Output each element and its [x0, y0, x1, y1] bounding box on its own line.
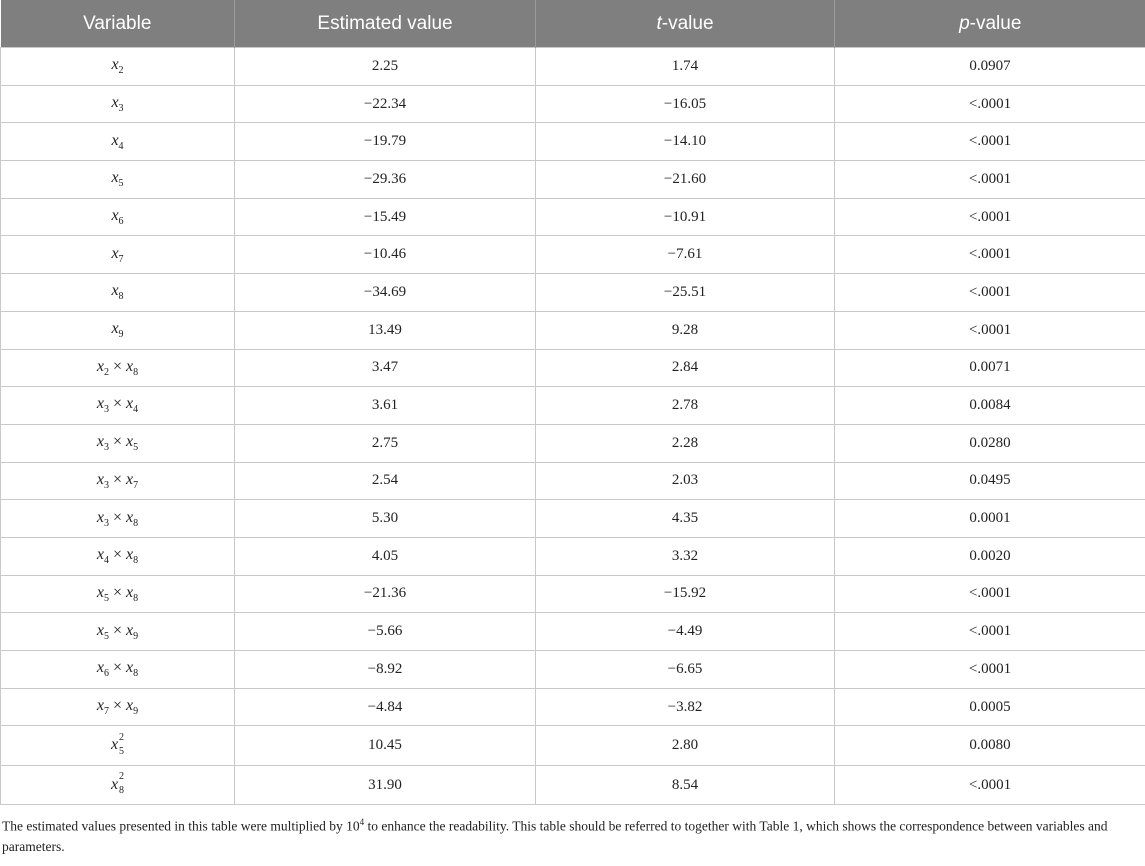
variable-symbol: x: [126, 659, 134, 677]
times-operator: ×: [112, 470, 123, 488]
cell-t-value: −16.05: [536, 85, 835, 123]
header-t-value: [536, 0, 835, 48]
cell-p-value: <.0001: [835, 123, 1145, 161]
table-row: [1, 726, 1145, 766]
cell-p-value: <.0001: [835, 161, 1145, 199]
variable-subscript: 5: [133, 442, 139, 454]
variable-expression: [111, 93, 124, 115]
cell-variable: [1, 613, 235, 651]
variable-expression: [111, 207, 124, 228]
variable-subscript: 2: [103, 366, 109, 378]
cell-p-value: 0.0020: [835, 537, 1145, 575]
table-row: [1, 537, 1145, 575]
cell-p-value: <.0001: [835, 651, 1145, 689]
cell-p-value: <.0001: [835, 575, 1145, 613]
cell-t-value: −14.10: [536, 123, 835, 161]
variable-subscript: 3: [103, 404, 109, 416]
cell-t-value: 2.28: [536, 424, 835, 462]
cell-estimated-value: 3.61: [235, 387, 536, 425]
variable-symbol: x: [126, 583, 134, 601]
cell-t-value: 2.78: [536, 387, 835, 425]
variable-expression: [110, 771, 125, 797]
cell-estimated-value: 2.25: [235, 48, 536, 86]
cell-variable: [1, 198, 235, 236]
cell-t-value: −6.65: [536, 651, 835, 689]
times-operator: ×: [112, 395, 123, 413]
cell-p-value: <.0001: [835, 236, 1145, 274]
cell-t-value: −21.60: [536, 161, 835, 199]
variable-symbol: x: [110, 736, 119, 754]
cell-estimated-value: 5.30: [235, 500, 536, 538]
variable-symbol: x: [96, 659, 104, 677]
cell-variable: [1, 726, 235, 766]
cell-t-value: −7.61: [536, 236, 835, 274]
cell-t-value: −15.92: [536, 575, 835, 613]
variable-symbol: x: [111, 131, 119, 149]
header-estimated-label: Estimated value: [317, 12, 453, 34]
table-row: [1, 387, 1145, 425]
variable-subscript: 6: [118, 216, 124, 228]
variable-expression: [111, 169, 124, 190]
cell-variable: [1, 48, 235, 86]
cell-variable: [1, 236, 235, 274]
cell-estimated-value: −8.92: [235, 651, 536, 689]
cell-p-value: 0.0071: [835, 349, 1145, 387]
cell-variable: [1, 387, 235, 425]
table-footnote: [0, 805, 1145, 857]
table-row: [1, 500, 1145, 538]
cell-variable: [1, 765, 235, 805]
cell-t-value: 4.35: [536, 500, 835, 538]
variable-symbol: x: [126, 395, 134, 413]
cell-variable: [1, 575, 235, 613]
variable-symbol: x: [96, 621, 104, 639]
table-row: [1, 198, 1145, 236]
variable-symbol: x: [111, 169, 119, 187]
times-operator: ×: [112, 696, 123, 714]
variable-symbol: x: [110, 775, 119, 793]
cell-variable: [1, 462, 235, 500]
variable-subscript: 3: [103, 442, 109, 454]
variable-scripts: [119, 771, 125, 797]
variable-symbol: x: [96, 470, 104, 488]
footnote-exponent: 4: [359, 817, 365, 828]
variable-subscript: 8: [133, 668, 139, 680]
cell-variable: [1, 274, 235, 312]
variable-subscript: 4: [103, 555, 109, 567]
cell-p-value: <.0001: [835, 274, 1145, 312]
cell-variable: [1, 311, 235, 349]
cell-p-value: <.0001: [835, 198, 1145, 236]
variable-expression: [96, 357, 139, 378]
variable-symbol: x: [96, 546, 104, 564]
cell-p-value: 0.0084: [835, 387, 1145, 425]
variable-symbol: x: [111, 56, 119, 74]
cell-estimated-value: 3.47: [235, 349, 536, 387]
header-t-symbol: t: [656, 12, 662, 34]
footnote-text-2: to enhance the readability. This table should be referred to together with Table 1, which shows the correspondence between variables and parameters.: [2, 818, 1108, 854]
variable-expression: [111, 244, 124, 265]
cell-t-value: −25.51: [536, 274, 835, 312]
variable-expression: [96, 470, 139, 491]
variable-symbol: x: [111, 207, 119, 224]
table-row: [1, 311, 1145, 349]
table-row: [1, 613, 1145, 651]
variable-subscript: 8: [118, 291, 124, 303]
header-row: [1, 0, 1145, 48]
cell-variable: [1, 161, 235, 199]
table-row: [1, 424, 1145, 462]
variable-symbol: x: [126, 546, 134, 564]
table-row: [1, 274, 1145, 312]
cell-estimated-value: 13.49: [235, 311, 536, 349]
variable-symbol: x: [126, 508, 134, 526]
variable-subscript: 9: [133, 630, 139, 642]
header-p-suffix: -value: [969, 12, 1022, 34]
variable-subscript: 2: [118, 65, 124, 77]
cell-estimated-value: −15.49: [235, 198, 536, 236]
variable-scripts: [119, 731, 125, 757]
variable-expression: [111, 131, 124, 152]
variable-expression: [111, 320, 124, 341]
table-row: [1, 48, 1145, 86]
cell-variable: [1, 688, 235, 726]
variable-expression: [110, 731, 125, 757]
cell-p-value: <.0001: [835, 311, 1145, 349]
variable-subscript: 8: [119, 785, 125, 797]
cell-estimated-value: −29.36: [235, 161, 536, 199]
table-row: [1, 575, 1145, 613]
cell-estimated-value: −22.34: [235, 85, 536, 123]
variable-symbol: x: [96, 357, 104, 375]
cell-estimated-value: 4.05: [235, 537, 536, 575]
header-estimated-value: [235, 0, 536, 48]
cell-t-value: −3.82: [536, 688, 835, 726]
variable-subscript: 3: [103, 517, 109, 529]
table-row: [1, 123, 1145, 161]
variable-expression: [96, 621, 139, 642]
variable-symbol: x: [96, 433, 104, 451]
variable-symbol: x: [96, 508, 104, 526]
variable-subscript: 5: [103, 593, 109, 605]
cell-p-value: 0.0280: [835, 424, 1145, 462]
cell-estimated-value: −5.66: [235, 613, 536, 651]
cell-p-value: 0.0005: [835, 688, 1145, 726]
header-p-value: [835, 0, 1145, 48]
variable-subscript: 8: [133, 517, 139, 529]
cell-variable: [1, 537, 235, 575]
variable-subscript: 6: [103, 668, 109, 680]
variable-expression: [96, 546, 139, 567]
variable-subscript: 7: [118, 253, 124, 265]
variable-expression: [96, 696, 139, 718]
variable-symbol: x: [111, 320, 119, 338]
table-row: [1, 688, 1145, 726]
table-row: [1, 462, 1145, 500]
variable-symbol: x: [126, 470, 134, 488]
cell-t-value: 3.32: [536, 537, 835, 575]
cell-p-value: 0.0001: [835, 500, 1145, 538]
cell-p-value: 0.0495: [835, 462, 1145, 500]
variable-symbol: x: [96, 395, 104, 413]
variable-subscript: 9: [133, 706, 139, 718]
cell-t-value: −4.49: [536, 613, 835, 651]
variable-superscript: 2: [119, 731, 125, 743]
cell-estimated-value: 2.54: [235, 462, 536, 500]
cell-t-value: 9.28: [536, 311, 835, 349]
cell-estimated-value: 31.90: [235, 765, 536, 805]
cell-p-value: <.0001: [835, 85, 1145, 123]
variable-superscript: 2: [119, 771, 125, 783]
table-row: [1, 651, 1145, 689]
cell-t-value: 8.54: [536, 765, 835, 805]
cell-variable: [1, 349, 235, 387]
table-header: [1, 0, 1145, 48]
times-operator: ×: [112, 546, 123, 564]
cell-t-value: 2.84: [536, 349, 835, 387]
header-variable: [1, 0, 235, 48]
table-row: [1, 765, 1145, 805]
cell-variable: [1, 123, 235, 161]
cell-estimated-value: 10.45: [235, 726, 536, 766]
variable-subscript: 5: [119, 745, 125, 757]
cell-p-value: 0.0907: [835, 48, 1145, 86]
cell-t-value: 2.80: [536, 726, 835, 766]
variable-subscript: 8: [133, 366, 139, 378]
times-operator: ×: [112, 357, 123, 375]
times-operator: ×: [112, 659, 123, 677]
variable-subscript: 7: [103, 706, 109, 718]
variable-symbol: x: [96, 696, 104, 714]
cell-estimated-value: −34.69: [235, 274, 536, 312]
variable-subscript: 3: [118, 103, 124, 115]
times-operator: ×: [112, 583, 123, 601]
variable-symbol: x: [126, 621, 134, 639]
table-row: [1, 161, 1145, 199]
variable-symbol: x: [126, 433, 134, 451]
cell-t-value: 1.74: [536, 48, 835, 86]
times-operator: ×: [112, 621, 123, 639]
variable-expression: [96, 395, 139, 416]
variable-subscript: 8: [133, 555, 139, 567]
variable-symbol: x: [111, 282, 119, 300]
variable-symbol: x: [111, 93, 119, 111]
cell-t-value: 2.03: [536, 462, 835, 500]
variable-expression: [111, 282, 124, 303]
cell-p-value: 0.0080: [835, 726, 1145, 766]
variable-subscript: 4: [133, 404, 139, 416]
variable-expression: [96, 508, 139, 529]
header-p-symbol: p: [959, 12, 970, 34]
variable-subscript: 9: [118, 329, 124, 341]
cell-estimated-value: 2.75: [235, 424, 536, 462]
table-row: [1, 349, 1145, 387]
variable-subscript: 3: [103, 480, 109, 491]
cell-estimated-value: −19.79: [235, 123, 536, 161]
variable-subscript: 5: [118, 178, 124, 190]
cell-p-value: <.0001: [835, 613, 1145, 651]
variable-subscript: 5: [103, 630, 109, 642]
times-operator: ×: [112, 433, 123, 451]
header-variable-label: Variable: [83, 12, 152, 34]
cell-variable: [1, 651, 235, 689]
variable-expression: [96, 659, 139, 680]
variable-symbol: x: [126, 696, 134, 714]
table-row: [1, 236, 1145, 274]
variable-expression: [96, 583, 139, 605]
variable-symbol: x: [126, 357, 134, 375]
table-row: [1, 85, 1145, 123]
table-body: [1, 48, 1145, 805]
variable-symbol: x: [111, 244, 119, 262]
variable-subscript: 4: [118, 140, 124, 152]
variable-subscript: 8: [133, 593, 139, 605]
times-operator: ×: [112, 508, 123, 526]
variable-expression: [96, 433, 139, 454]
cell-t-value: −10.91: [536, 198, 835, 236]
cell-variable: [1, 500, 235, 538]
cell-variable: [1, 85, 235, 123]
header-t-suffix: -value: [661, 12, 714, 34]
cell-estimated-value: −10.46: [235, 236, 536, 274]
footnote-text-1: The estimated values presented in this table were multiplied by 10: [2, 818, 360, 834]
cell-p-value: <.0001: [835, 765, 1145, 805]
cell-estimated-value: −21.36: [235, 575, 536, 613]
variable-symbol: x: [96, 583, 104, 601]
cell-variable: [1, 424, 235, 462]
variable-expression: [111, 56, 124, 77]
cell-estimated-value: −4.84: [235, 688, 536, 726]
variable-subscript: 7: [133, 480, 139, 491]
